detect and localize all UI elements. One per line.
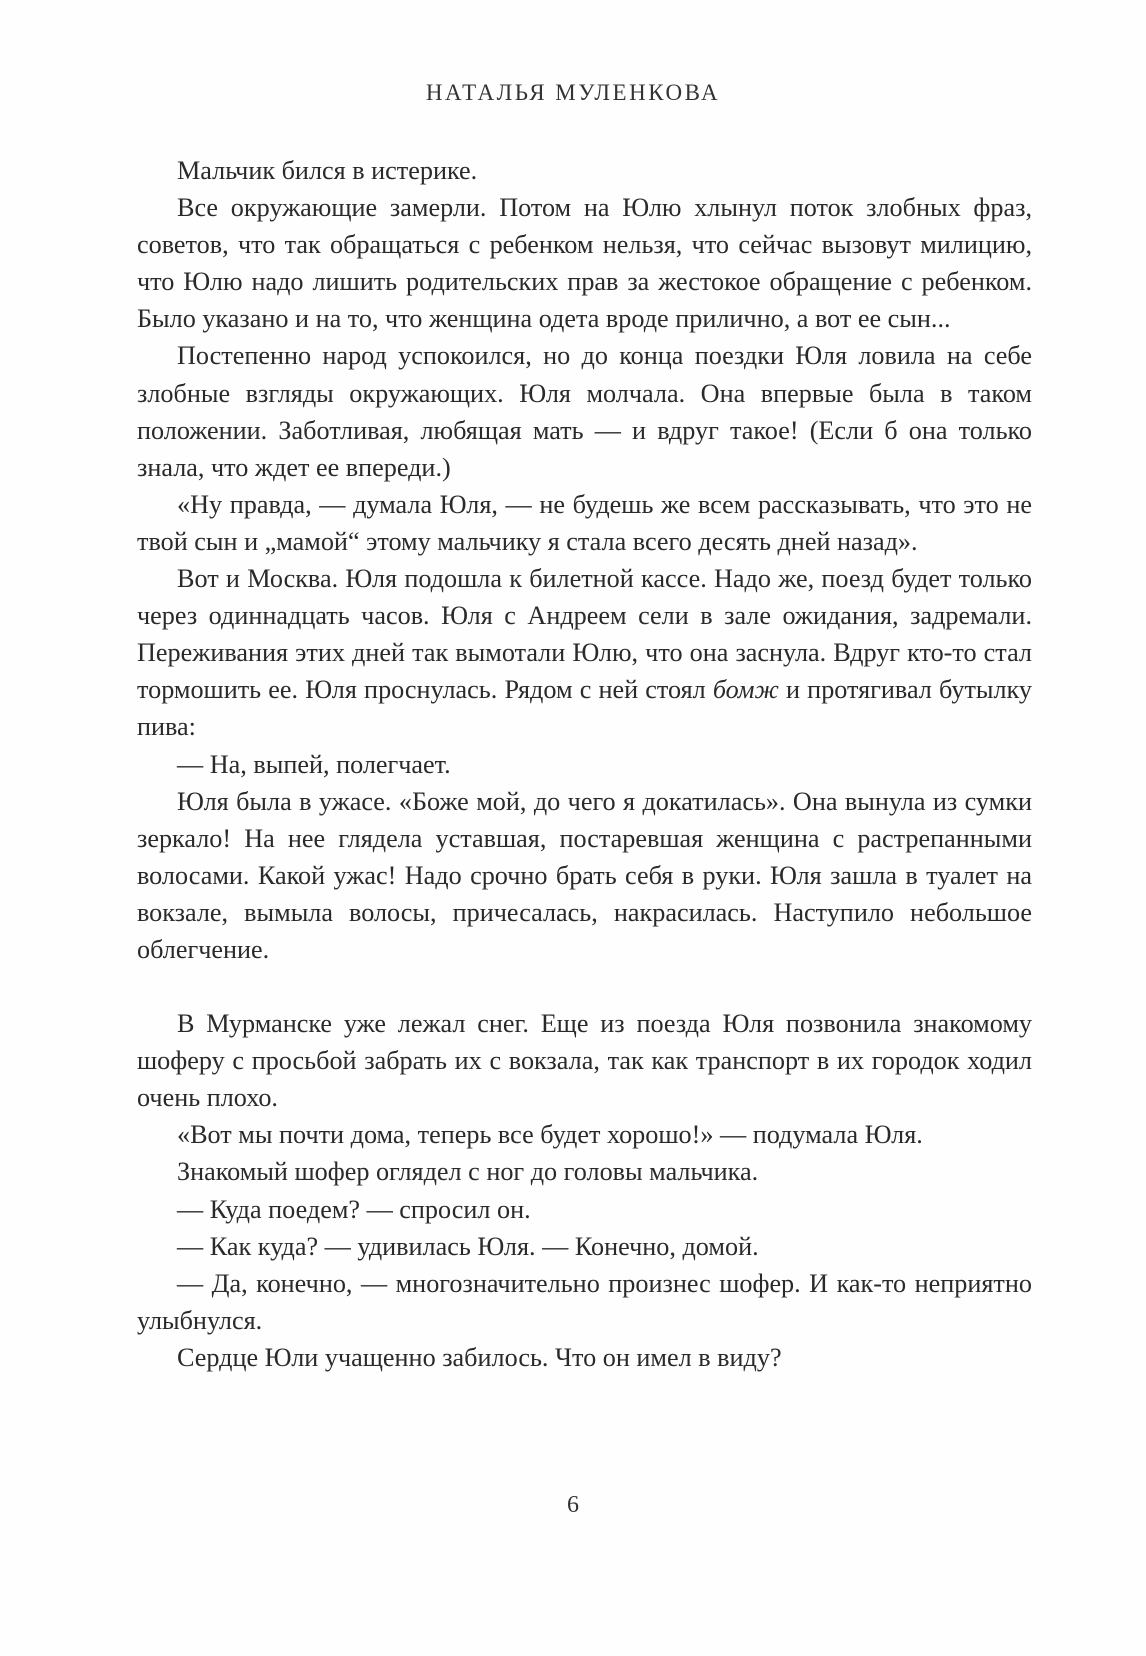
paragraph-2: Все окружающие замерли. Потом на Юлю хлынул поток злобных фраз, советов, что так обращаться с ребенком нельзя, что сейчас вызовут милицию, что Юлю надо лишить родительских прав за жестокое обращение с ребенком. Было указано и на то, что женщина одета вроде прилично, а вот ее сын... — [137, 193, 1032, 334]
paragraph-1: Мальчик бился в истерике. — [177, 156, 478, 185]
paragraph-12: — Как куда? — удивилась Юля. — Конечно, домой. — [177, 1231, 759, 1261]
paragraph-3: Постепенно народ успокоился, но до конца поездки Юля ловила на себе злобные взгляды окружающих. Юля молчала. Она впервые была в таком положении. Заботливая, любящая мать — и вдруг такое! (Если б она только знала, что ждет ее впереди.) — [137, 341, 1032, 482]
paragraph-9: «Вот мы почти дома, теперь все будет хорошо!» — подумала Юля. — [177, 1120, 923, 1150]
paragraph-4: «Ну правда, — думала Юля, — не будешь же всем рассказывать, что это не твой сын и „мамой“ этому мальчику я стала всего десять дней назад». — [137, 489, 1032, 556]
page-number: 6 — [567, 1492, 579, 1518]
paragraph-10: Знакомый шофер оглядел с ног до головы мальчика. — [177, 1157, 759, 1187]
paragraph-5-italic-word: бомж — [712, 675, 779, 705]
paragraph-7: Юля была в ужасе. «Боже мой, до чего я докатилась». Она вынула из сумки зеркало! На нее глядела уставшая, постаревшая женщина с растрепанными волосами. Какой ужас! Надо срочно брать себя в руки. Юля зашла в туалет на вокзале, вымыла волосы, причесалась, накрасилась. Наступило небольшое облегчение. — [137, 786, 1032, 964]
running-head-author: НАТАЛЬЯ МУЛЕНКОВА — [425, 80, 721, 105]
paragraph-13: — Да, конечно, — многозначительно произнес шофер. И как-то неприятно улыбнулся. — [137, 1268, 1032, 1335]
paragraph-5-start: Вот и Москва. Юля подошла к билетной кассе. Надо же, поезд будет только через одиннадцать часов. Юля с Андреем сели в зале ожидания, задремали. Переживания этих дней так вымотали Юлю, что она заснула. Вдруг кто-то стал тормошить ее. Юля проснулась. Рядом с ней стоял — [137, 564, 1032, 705]
body-text — [137, 152, 1032, 1376]
paragraph-11: — Куда поедем? — спросил он. — [177, 1194, 531, 1224]
paragraph-8: В Мурманске уже лежал снег. Еще из поезда Юля позвонила знакомому шоферу с просьбой забрать их с вокзала, так как транспорт в их городок ходил очень плохо. — [137, 1009, 1032, 1113]
paragraph-6: — На, выпей, полегчает. — [177, 749, 451, 779]
paragraph-5-end: и протягивал бутылку пива: — [137, 675, 1033, 742]
paragraph-14: Сердце Юли учащенно забилось. Что он имел в виду? — [177, 1342, 782, 1372]
paragraph-5 — [137, 560, 1032, 745]
